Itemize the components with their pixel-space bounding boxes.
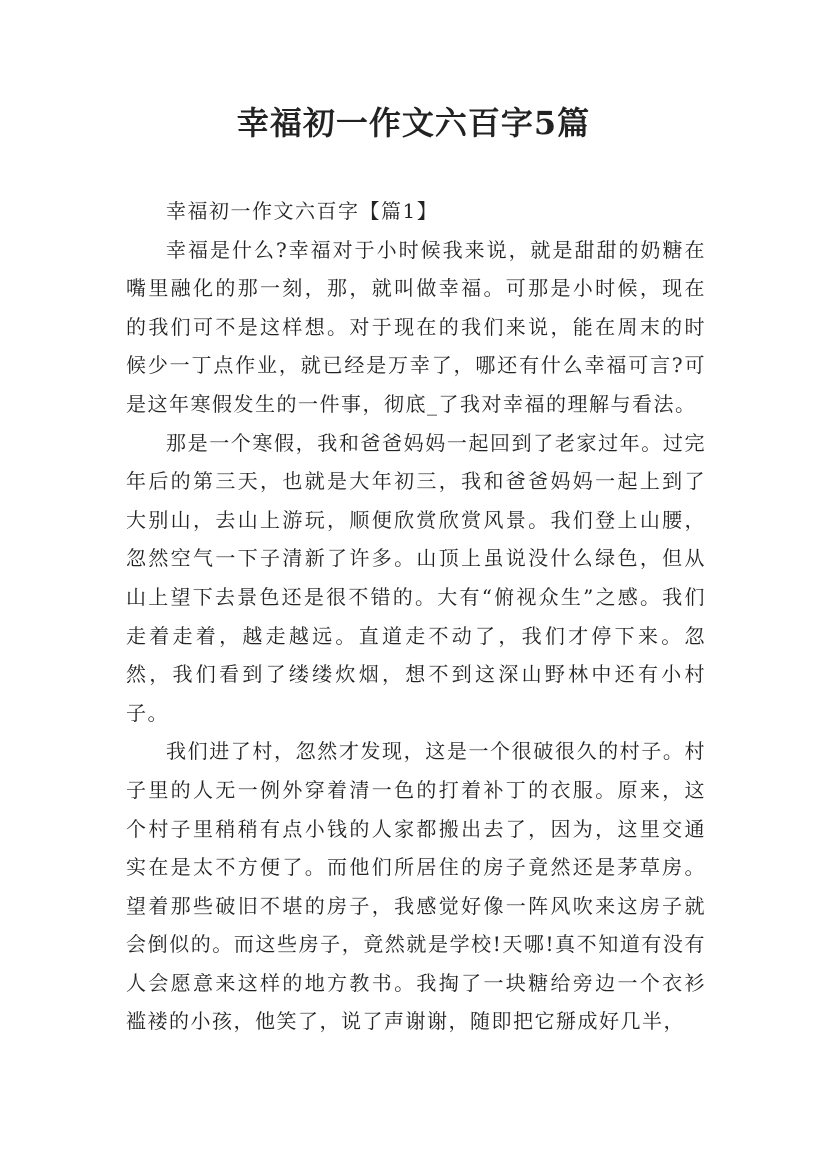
paragraph-1: 幸福是什么?幸福对于小时候我来说，就是甜甜的奶糖在嘴里融化的那一刻，那，就叫做幸福。可那是小时候，现在的我们可不是这样想。对于现在的我们来说，能在周末的时候少一丁点作业，就已经是万幸了，哪还有什么幸福可言?可是这年寒假发生的一件事，彻底_了我对幸福的理解与看法。 (126, 237, 706, 416)
section-heading: 幸福初一作文六百字【篇1】 (166, 199, 439, 223)
document-body (126, 192, 706, 1041)
paragraph-3: 我们进了村，忽然才发现，这是一个很破很久的村子。村子里的人无一例外穿着清一色的打着补丁的衣服。原来，这个村子里稍稍有点小钱的人家都搬出去了，因为，这里交通实在是太不方便了。而他们所居住的房子竟然还是茅草房。望着那些破旧不堪的房子，我感觉好像一阵风吹来这房子就会倒似的。而这些房子，竟然就是学校!天哪!真不知道有没有人会愿意来这样的地方教书。我掏了一块糖给旁边一个衣衫褴褛的小孩，他笑了，说了声谢谢，随即把它掰成好几半， (126, 739, 706, 1034)
paragraph-2: 那是一个寒假，我和爸爸妈妈一起回到了老家过年。过完年后的第三天，也就是大年初三，我和爸爸妈妈一起上到了大别山，去山上游玩，顺便欣赏欣赏风景。我们登上山腰，忽然空气一下子清新了许多。山顶上虽说没什么绿色，但从山上望下去景色还是很不错的。大有“俯视众生”之感。我们走着走着，越走越远。直道走不动了，我们才停下来。忽然，我们看到了缕缕炊烟，想不到这深山野林中还有小村子。 (126, 430, 706, 725)
document-title: 幸福初一作文六百字5篇 (236, 104, 591, 142)
